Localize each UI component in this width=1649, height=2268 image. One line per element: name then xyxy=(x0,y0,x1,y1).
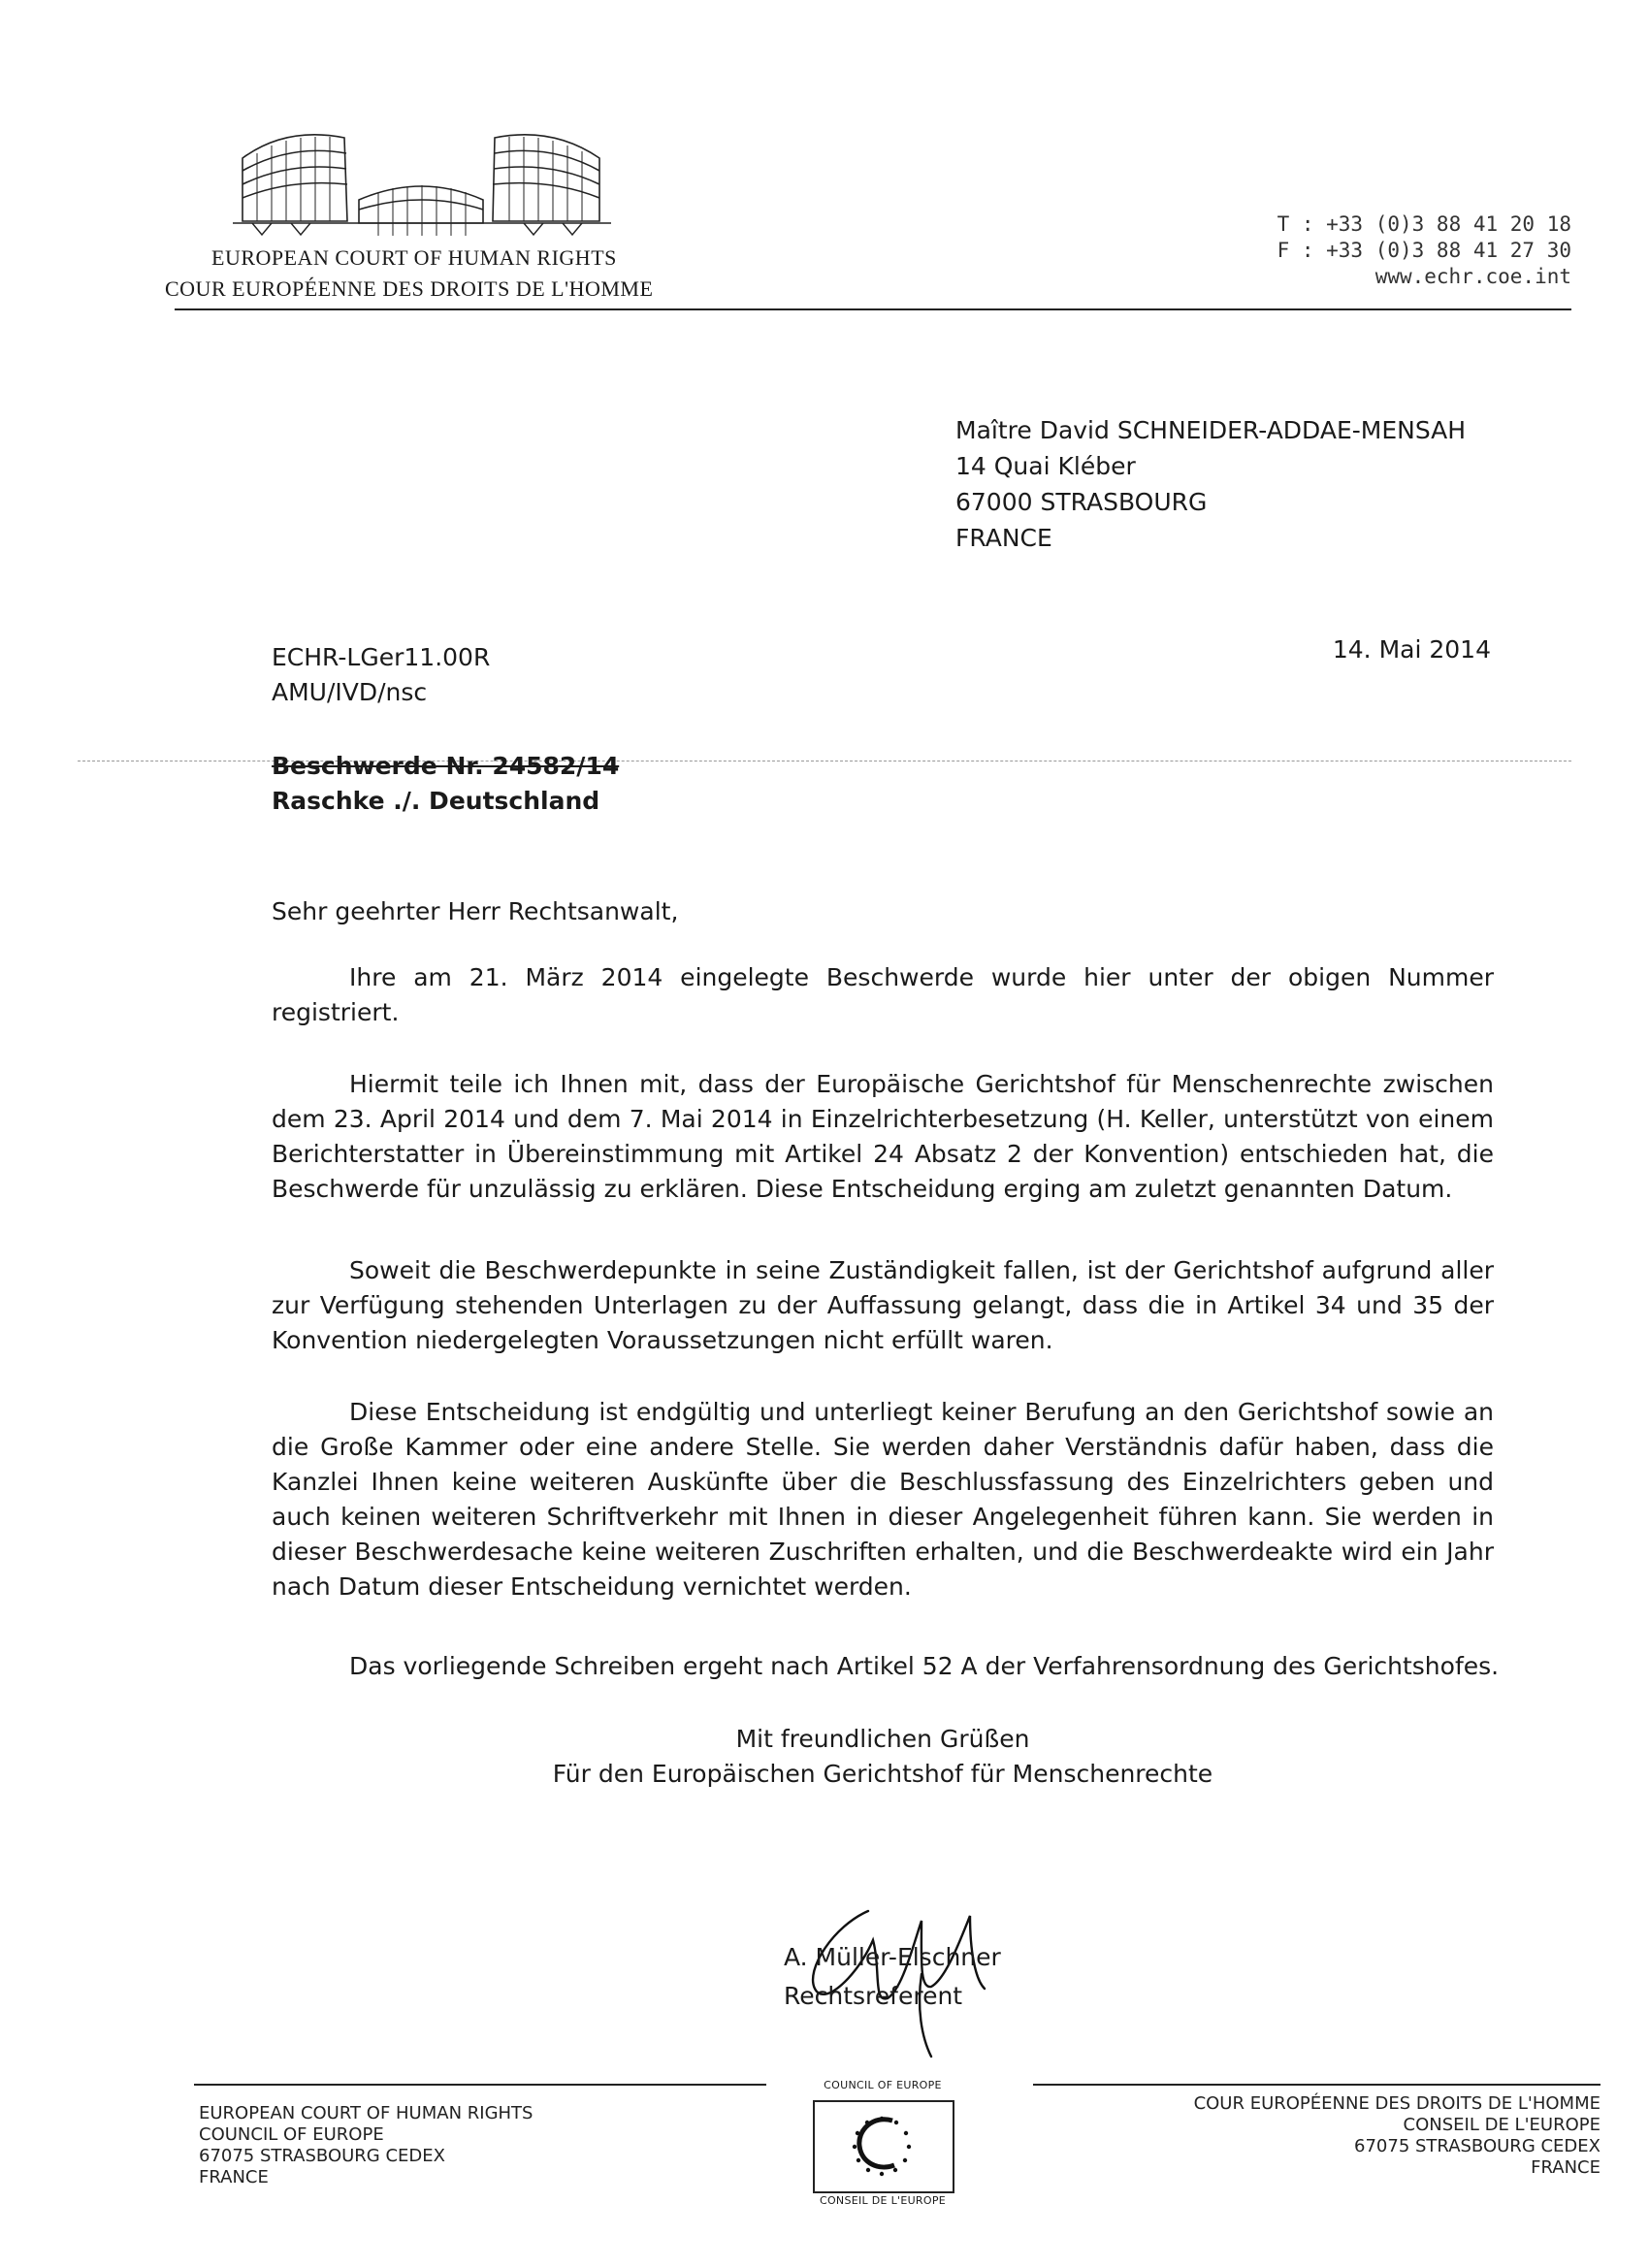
paragraph-finality: Diese Entscheidung ist endgültig und unterliegt keiner Berufung an den Gerichtshof sowie an die Große Kammer oder eine andere Stelle. Sie werden daher Verständnis dafür haben, dass die Kanzlei Ihnen keine weiteren Auskünfte über die Beschlussfassung des Einzelrichters geben und auch keinen weiteren Schriftverkehr mit Ihnen in dieser Angelegenheit führen kann. Sie werden in dieser Beschwerdesache keine weiteren Zuschriften erhalten, und die Beschwerdeakte wird ein Jahr nach Datum dieser Entscheidung vernichtet werden. xyxy=(272,1398,1494,1601)
contact-block xyxy=(1277,211,1571,290)
paragraph-rule-reference: Das vorliegende Schreiben ergeht nach Artikel 52 A der Verfahrensordnung des Gerichtshofes. xyxy=(349,1652,1500,1680)
reference-block xyxy=(272,640,490,710)
case-number: Beschwerde Nr. 24582/14 xyxy=(272,752,620,780)
footer-address-fr: COUR EUROPÉENNE DES DROITS DE L'HOMME CONSEIL DE L'EUROPE 67075 STRASBOURG CEDEX FRANCE xyxy=(1193,2093,1600,2178)
footer-divider-left xyxy=(194,2084,766,2086)
paragraph-registration: Ihre am 21. März 2014 eingelegte Beschwerde wurde hier unter der obigen Nummer registriert. xyxy=(272,963,1494,1026)
fax-number: F : +33 (0)3 88 41 27 30 xyxy=(1277,239,1571,262)
reference-code: ECHR-LGer11.00R xyxy=(272,643,491,671)
court-building-logo xyxy=(233,114,611,241)
subject-block xyxy=(272,749,619,819)
footer-divider-right xyxy=(1033,2084,1600,2086)
recipient-address xyxy=(955,412,1466,556)
reference-initials: AMU/IVD/nsc xyxy=(272,678,428,706)
footer-address-en: EUROPEAN COURT OF HUMAN RIGHTS COUNCIL OF EUROPE 67075 STRASBOURG CEDEX FRANCE xyxy=(199,2103,534,2187)
letter-date: 14. Mai 2014 xyxy=(1332,635,1491,664)
paragraph-reasoning: Soweit die Beschwerdepunkte in seine Zuständigkeit fallen, ist der Gerichtshof aufgrund aller zur Verfügung stehenden Unterlagen zu der Auffassung gelangt, dass die in Artikel 34 und 35 der Konvention niedergelegten Voraussetzungen nicht erfüllt waren. xyxy=(272,1256,1494,1354)
closing-block xyxy=(543,1722,1222,1792)
council-of-europe-logo xyxy=(823,2105,941,2185)
signer-title: Rechtsreferent xyxy=(784,1982,963,2010)
council-label-en: COUNCIL OF EUROPE xyxy=(824,2079,942,2091)
phone-number: T : +33 (0)3 88 41 20 18 xyxy=(1277,212,1571,236)
court-name-fr: COUR EUROPÉENNE DES DROITS DE L'HOMME xyxy=(165,276,654,301)
case-parties: Raschke ./. Deutschland xyxy=(272,787,600,815)
salutation: Sehr geehrter Herr Rechtsanwalt, xyxy=(272,897,679,925)
website-link[interactable]: www.echr.coe.int xyxy=(1374,265,1571,288)
closing-on-behalf: Für den Europäischen Gerichtshof für Menschenrechte xyxy=(552,1760,1213,1788)
council-label-fr: CONSEIL DE L'EUROPE xyxy=(819,2194,947,2207)
signer-name: A. Müller-Elschner xyxy=(784,1943,1001,1971)
header-divider xyxy=(175,308,1571,310)
court-name-en: EUROPEAN COURT OF HUMAN RIGHTS xyxy=(211,245,617,270)
closing-greeting: Mit freundlichen Grüßen xyxy=(735,1725,1030,1753)
recipient-name: Maître David SCHNEIDER-ADDAE-MENSAH xyxy=(955,416,1467,444)
recipient-street: 14 Quai Kléber xyxy=(955,452,1136,480)
signer-block xyxy=(784,1938,1001,2016)
recipient-country: FRANCE xyxy=(955,524,1052,552)
paragraph-decision: Hiermit teile ich Ihnen mit, dass der Europäische Gerichtshof für Menschenrechte zwischen dem 23. April 2014 und dem 7. Mai 2014 in Einzelrichterbesetzung (H. Keller, unterstützt von einem Berichterstatter in Übereinstimmung mit Artikel 24 Absatz 2 der Konvention) entschieden hat, die Beschwerde für unzulässig zu erklären. Diese Entscheidung erging am zuletzt genannten Datum. xyxy=(272,1070,1494,1203)
recipient-city: 67000 STRASBOURG xyxy=(955,488,1208,516)
